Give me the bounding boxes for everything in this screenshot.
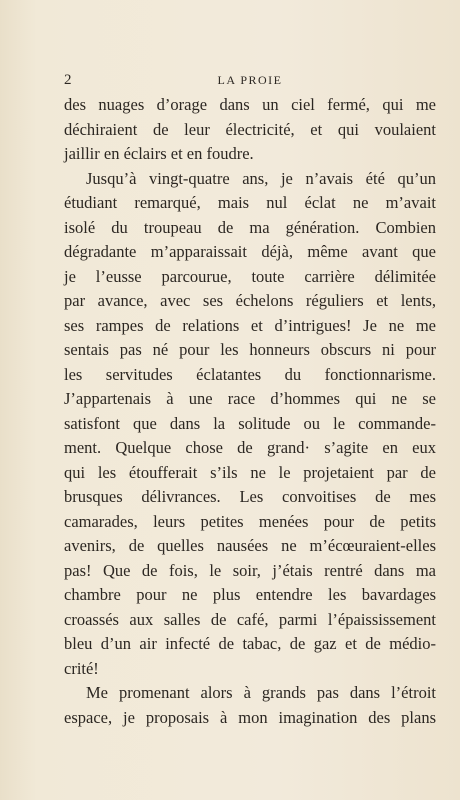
text-line: chambre pour ne plus entendre les bavardages [64, 585, 436, 604]
page-header [64, 72, 436, 92]
text-line: je l’eusse parcourue, toute carrière délimitée [64, 266, 436, 286]
body-text [64, 93, 436, 730]
text-line: jaillir en éclairs et en foudre. [64, 144, 254, 163]
paragraph-start-line: Me promenant alors à grands pas dans l’étroit [86, 683, 436, 702]
text-line: qui les étoufferait s’ils ne le projetaient par de [64, 462, 436, 482]
text-line: ses rampes de relations et d’intrigues! Je ne me [64, 315, 436, 335]
text-line: brusques délivrances. Les convoitises de mes [64, 487, 436, 506]
text-line: camarades, leurs petites menées pour de petits [64, 511, 436, 531]
text-line: sentais pas né pour les honneurs obscurs ni pour [64, 340, 436, 359]
text-line: J’appartenais à une race d’hommes qui ne se [64, 389, 436, 408]
text-line: satisfont que dans la solitude ou le commande- [64, 413, 436, 433]
text-line: des nuages d’orage dans un ciel fermé, qui me [64, 95, 436, 114]
text-line: bleu d’un air infecté de tabac, de gaz et de médio- [64, 634, 436, 653]
page-number: 2 [64, 72, 72, 88]
text-line: croassés aux salles de café, parmi l’épaississement [64, 609, 436, 629]
text-line: isolé du troupeau de ma génération. Combien [64, 217, 436, 237]
text-line: étudiant remarqué, mais nul éclat ne m’avait [64, 193, 436, 212]
running-title: LA PROIE [217, 73, 283, 87]
text-line: espace, je proposais à mon imagination des plans [64, 707, 436, 727]
text-line: ment. Quelque chose de grand· s’agite en eux [64, 438, 436, 457]
text-line: avenirs, de quelles nausées ne m’écœuraient-elles [64, 536, 436, 555]
text-line: par avance, avec ses échelons réguliers et lents, [64, 291, 436, 310]
text-line: les servitudes éclatantes du fonctionnarisme. [64, 364, 436, 384]
text-line: dégradante m’apparaissait déjà, même avant que [64, 242, 436, 261]
text-line: déchiraient de leur électricité, et qui voulaient [64, 119, 436, 139]
text-line: pas! Que de fois, le soir, j’étais rentré dans ma [64, 560, 436, 580]
text-line: crité! [64, 658, 99, 678]
paragraph-start-line: Jusqu’à vingt-quatre ans, je n’avais été qu’un [86, 168, 436, 188]
